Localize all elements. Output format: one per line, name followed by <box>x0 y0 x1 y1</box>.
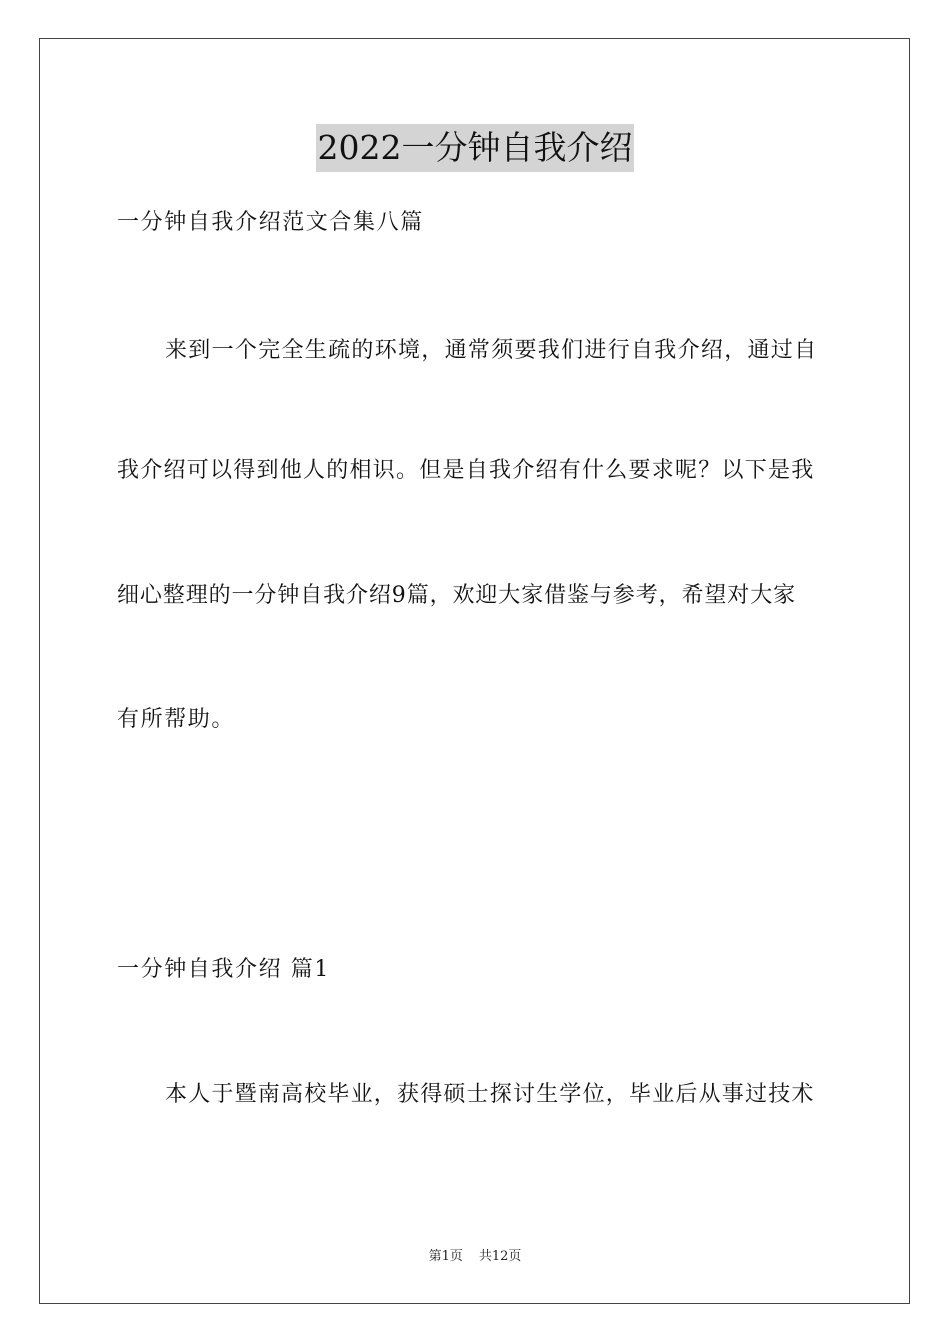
section-heading: 一分钟自我介绍 篇1 <box>117 957 330 982</box>
intro-line-3: 细心整理的一分钟自我介绍9篇，欢迎大家借鉴与参考，希望对大家 <box>117 583 796 608</box>
document-title: 2022一分钟自我介绍 <box>316 124 635 172</box>
page-total: 共12页 <box>478 1249 522 1264</box>
page-number: 第1页 <box>428 1249 463 1264</box>
page-footer <box>0 1248 950 1266</box>
title-container <box>0 124 950 172</box>
intro-line-2: 我介绍可以得到他人的相识。但是自我介绍有什么要求呢？以下是我 <box>117 458 815 483</box>
intro-line-4: 有所帮助。 <box>117 707 236 732</box>
document-subtitle: 一分钟自我介绍范文合集八篇 <box>117 210 424 235</box>
intro-line-1: 来到一个完全生疏的环境，通常须要我们进行自我介绍，通过自 <box>165 338 818 363</box>
section-line-1: 本人于暨南高校毕业，获得硕士探讨生学位，毕业后从事过技术 <box>165 1082 815 1107</box>
